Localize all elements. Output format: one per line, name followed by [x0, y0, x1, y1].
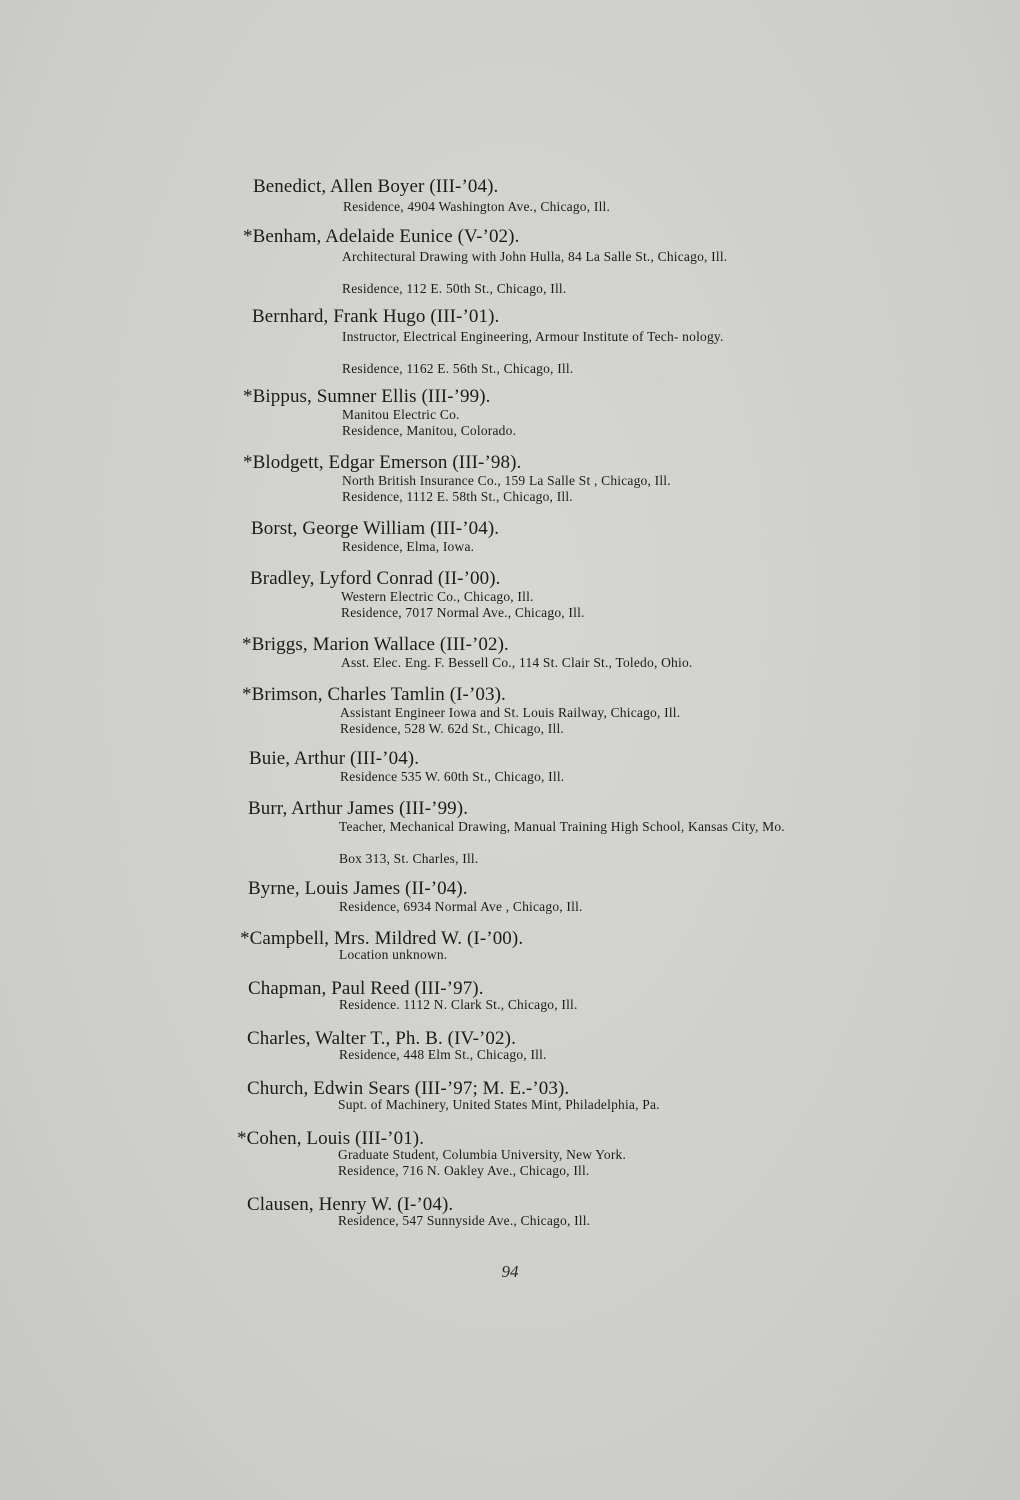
page-number: 94	[501, 1262, 519, 1281]
entry-detail: Box 313, St. Charles, Ill.	[339, 851, 479, 866]
entry-name: Church, Edwin Sears (III-’97; M. E.-’03).	[247, 1078, 570, 1099]
entry-name: Bernhard, Frank Hugo (III-’01).	[252, 306, 500, 327]
entry-name: Clausen, Henry W. (I-’04).	[247, 1194, 454, 1215]
entry-detail: Residence, 6934 Normal Ave , Chicago, Ill.	[339, 899, 583, 914]
entry-name: Bradley, Lyford Conrad (II-’00).	[250, 568, 501, 589]
entry-name: *Campbell, Mrs. Mildred W. (I-’00).	[240, 928, 524, 949]
entry-name: *Benham, Adelaide Eunice (V-’02).	[243, 226, 520, 247]
entry-name: *Briggs, Marion Wallace (III-’02).	[242, 634, 509, 655]
entry-name: Borst, George William (III-’04).	[251, 518, 500, 539]
entry-detail: North British Insurance Co., 159 La Salle St , Chicago, Ill.	[342, 473, 671, 488]
entry-detail: Residence, 448 Elm St., Chicago, Ill.	[339, 1047, 547, 1062]
entry-detail: Residence 535 W. 60th St., Chicago, Ill.	[340, 769, 565, 784]
entry-detail: Instructor, Electrical Engineering, Armour Institute of Tech- nology.	[342, 329, 724, 344]
entry-name: Benedict, Allen Boyer (III-’04).	[253, 176, 499, 197]
entry-detail: Residence. 1112 N. Clark St., Chicago, Ill.	[339, 997, 578, 1012]
entry-detail: Western Electric Co., Chicago, Ill.	[341, 589, 534, 604]
entry-name: Chapman, Paul Reed (III-’97).	[248, 978, 484, 999]
entry-detail: Location unknown.	[339, 947, 448, 962]
entry-name: *Cohen, Louis (III-’01).	[237, 1128, 425, 1149]
entry-detail: Residence, Manitou, Colorado.	[342, 423, 517, 438]
entry-detail: Residence, 112 E. 50th St., Chicago, Ill.	[342, 281, 567, 296]
entry-name: *Brimson, Charles Tamlin (I-’03).	[242, 684, 506, 705]
entry-detail: Residence, 7017 Normal Ave., Chicago, Ill.	[341, 605, 585, 620]
entry-detail: Architectural Drawing with John Hulla, 84 La Salle St., Chicago, Ill.	[342, 249, 728, 264]
entry-detail: Graduate Student, Columbia University, New York.	[338, 1147, 627, 1162]
entry-name: *Blodgett, Edgar Emerson (III-’98).	[243, 452, 522, 473]
entry-name: Charles, Walter T., Ph. B. (IV-’02).	[247, 1028, 516, 1049]
entry-detail: Residence, 4904 Washington Ave., Chicago, Ill.	[343, 199, 611, 214]
entry-detail: Residence, 1112 E. 58th St., Chicago, Ill.	[342, 489, 573, 504]
entry-detail: Manitou Electric Co.	[342, 407, 460, 422]
entry-detail: Residence, 716 N. Oakley Ave., Chicago, Ill.	[338, 1163, 590, 1178]
entry-name: Byrne, Louis James (II-’04).	[248, 878, 468, 899]
entry-detail: Residence, 1162 E. 56th St., Chicago, Ill.	[342, 361, 574, 376]
entry-detail: Teacher, Mechanical Drawing, Manual Training High School, Kansas City, Mo.	[339, 819, 785, 834]
entry-detail: Supt. of Machinery, United States Mint, Philadelphia, Pa.	[338, 1097, 660, 1112]
entry-detail: Residence, Elma, Iowa.	[342, 539, 475, 554]
entry-detail: Residence, 528 W. 62d St., Chicago, Ill.	[340, 721, 564, 736]
entry-detail: Asst. Elec. Eng. F. Bessell Co., 114 St. Clair St., Toledo, Ohio.	[341, 655, 693, 670]
entry-name: *Bippus, Sumner Ellis (III-’99).	[243, 386, 491, 407]
entry-detail: Residence, 547 Sunnyside Ave., Chicago, Ill.	[338, 1213, 591, 1228]
entry-name: Buie, Arthur (III-’04).	[249, 748, 420, 769]
entry-name: Burr, Arthur James (III-’99).	[248, 798, 469, 819]
entry-detail: Assistant Engineer Iowa and St. Louis Railway, Chicago, Ill.	[340, 705, 681, 720]
